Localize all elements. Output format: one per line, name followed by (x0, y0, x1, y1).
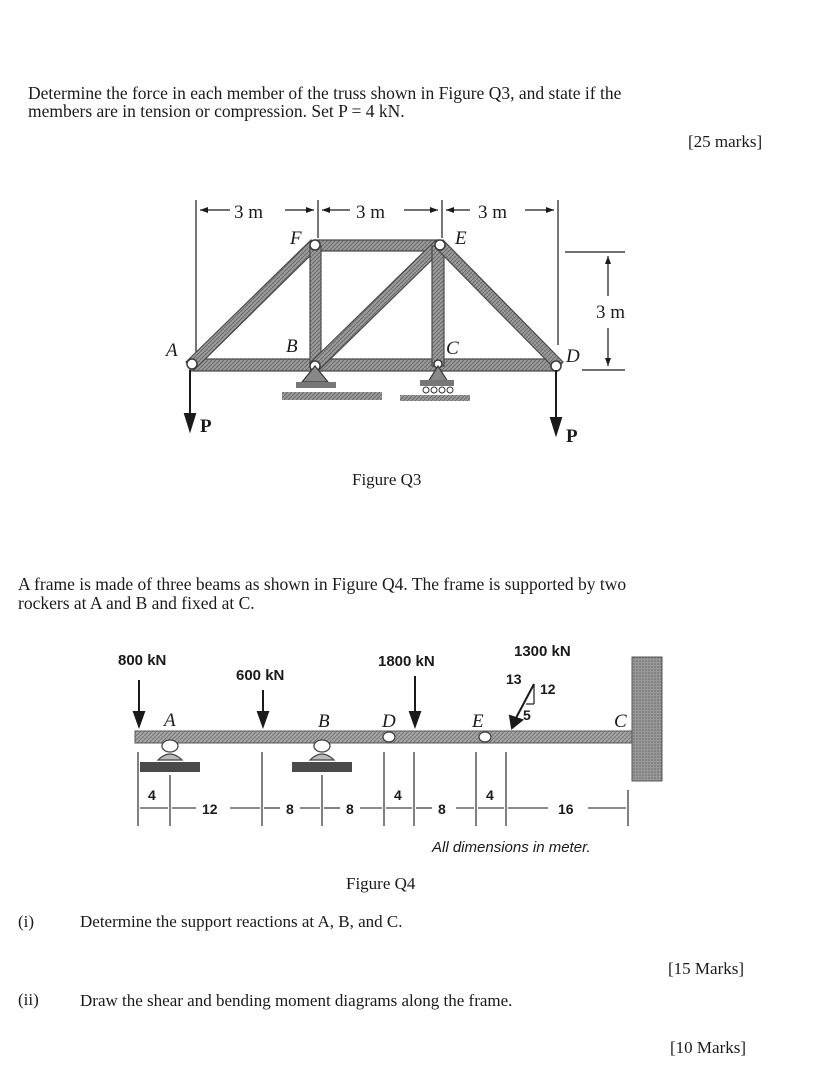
frame-load-600: 600 kN (236, 667, 285, 684)
frame-rocker-b (292, 740, 352, 772)
truss-joint-c: C (446, 338, 459, 359)
truss-load-arrows (185, 370, 561, 434)
frame-fixed-wall-c (632, 657, 662, 781)
frame-dim-8c: 8 (438, 801, 446, 817)
q4-intro-line2: rockers at A and B and fixed at C. (18, 593, 255, 613)
frame-label-e: E (472, 711, 484, 732)
frame-dim-8b: 8 (346, 801, 354, 817)
frame-label-d: D (382, 711, 396, 732)
frame-label-b: B (318, 711, 330, 732)
truss-dimension-arrows (200, 207, 611, 366)
frame-label-c: C (614, 711, 627, 732)
truss-joint-d: D (566, 346, 580, 367)
q3-intro-line2: members are in tension or compression. Set P = 4 kN. (28, 101, 405, 121)
truss-joint-f: F (290, 228, 302, 249)
frame-units-note: All dimensions in meter. (432, 839, 591, 856)
frame-slope-12: 12 (540, 681, 556, 697)
truss-dim-height: 3 m (596, 302, 626, 323)
frame-slope-13: 13 (506, 671, 522, 687)
frame-dim-16: 16 (558, 801, 574, 817)
truss-dim-1: 3 m (234, 202, 264, 223)
truss-load-right-label: P (566, 426, 578, 447)
truss-joint-e: E (455, 228, 467, 249)
truss-members (186, 240, 563, 371)
frame-dim-4c: 4 (486, 787, 494, 803)
frame-dim-8a: 8 (286, 801, 294, 817)
figure-q3-truss (0, 180, 821, 470)
frame-slope-5: 5 (523, 707, 531, 723)
frame-load-1800: 1800 kN (378, 653, 435, 670)
truss-dim-2: 3 m (356, 202, 386, 223)
truss-dim-3: 3 m (478, 202, 508, 223)
q3-marks: [25 marks] (688, 132, 763, 151)
q4-item-2-text: Draw the shear and bending moment diagrams along the frame. (80, 991, 513, 1010)
truss-load-left-label: P (200, 416, 212, 437)
figure-q4-frame (0, 635, 821, 865)
q4-intro-line1: A frame is made of three beams as shown in Figure Q4. The frame is supported by two (18, 574, 627, 594)
q4-item-2-number: (ii) (18, 990, 39, 1009)
frame-load-1300: 1300 kN (514, 643, 571, 660)
frame-rocker-a (140, 740, 200, 772)
q4-item-2-marks: [10 Marks] (670, 1038, 747, 1057)
truss-joint-a: A (166, 340, 178, 361)
q4-item-1-number: (i) (18, 912, 35, 931)
q3-intro-line1: Determine the force in each member of the truss shown in Figure Q3, and state if the (28, 83, 622, 103)
q4-item-1-text: Determine the support reactions at A, B, and C. (80, 912, 403, 931)
figure-q4-caption: Figure Q4 (346, 874, 416, 893)
frame-dim-4b: 4 (394, 787, 402, 803)
figure-q3-caption: Figure Q3 (352, 470, 422, 489)
frame-label-a: A (164, 710, 176, 731)
truss-dimension-lines (196, 200, 625, 370)
frame-dim-12: 12 (202, 801, 218, 817)
frame-load-800: 800 kN (118, 652, 167, 669)
truss-joint-b: B (286, 336, 298, 357)
frame-dim-4a: 4 (148, 787, 156, 803)
q4-item-1-marks: [15 Marks] (668, 959, 745, 978)
